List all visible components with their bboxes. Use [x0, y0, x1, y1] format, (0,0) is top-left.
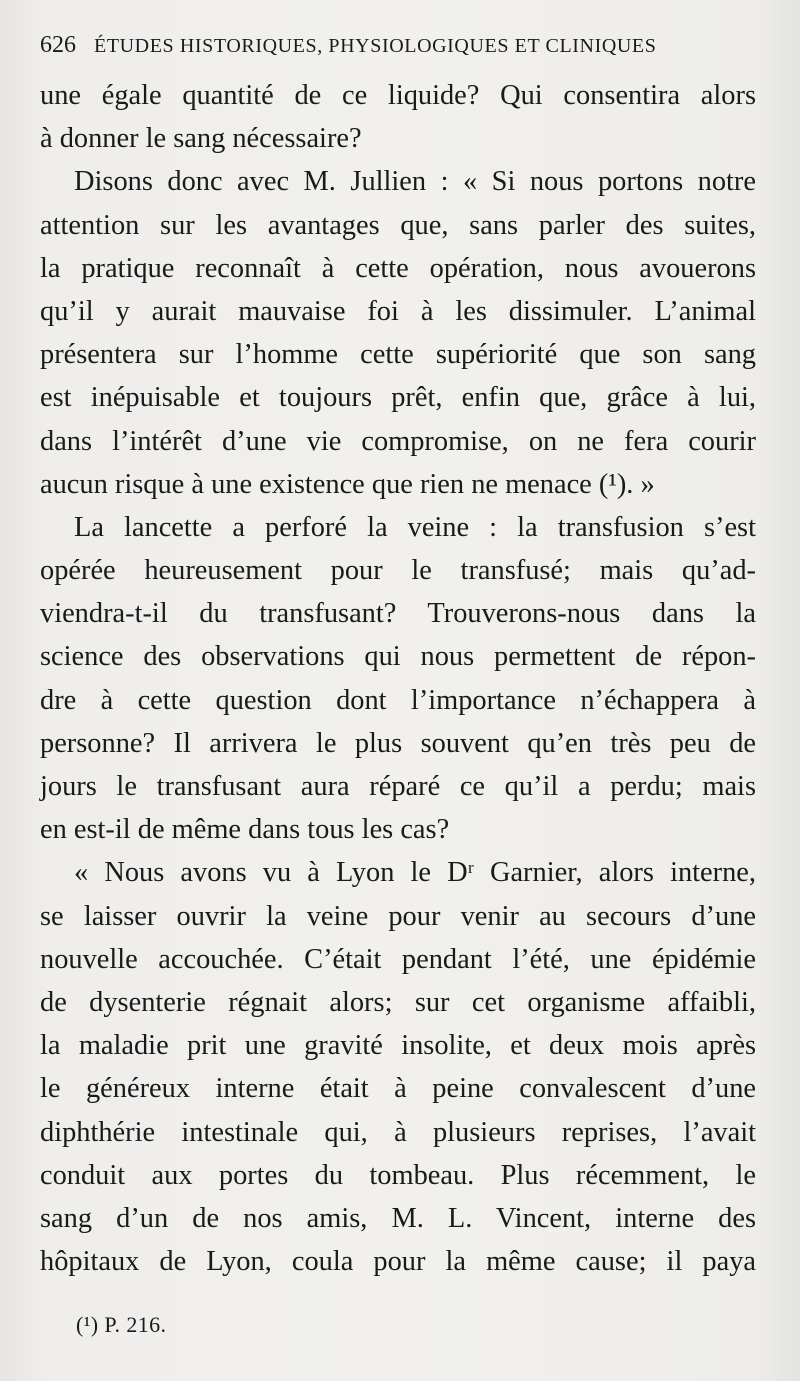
text-line: la pratique reconnaît à cette opération, nous avouerons: [40, 252, 756, 284]
text-line: opérée heureusement pour le transfusé; mais qu’ad-: [40, 555, 756, 587]
text-line: dans l’intérêt d’une vie compromise, on ne fera courir: [40, 425, 756, 457]
text-line: une égale quantité de ce liquide? Qui consentira alors: [40, 80, 756, 111]
text-line: diphthérie intestinale qui, à plusieurs reprises, l’avait: [40, 1116, 756, 1148]
text-line: Disons donc avec M. Jullien : « Si nous portons notre: [74, 166, 756, 198]
text-line: est inépuisable et toujours prêt, enfin que, grâce à lui,: [40, 382, 756, 414]
text-line: se laisser ouvrir la veine pour venir au secours d’une: [40, 900, 756, 932]
text-line: nouvelle accouchée. C’était pendant l’été, une épidémie: [40, 943, 756, 975]
text-line: « Nous avons vu à Lyon le Dʳ Garnier, alors interne,: [74, 857, 756, 889]
text-line: le généreux interne était à peine convalescent d’une: [40, 1073, 756, 1105]
text-line: hôpitaux de Lyon, coula pour la même cause; il paya: [40, 1246, 756, 1278]
text-line: sang d’un de nos amis, M. L. Vincent, interne des: [40, 1202, 756, 1234]
text-line: attention sur les avantages que, sans parler des suites,: [40, 209, 756, 241]
text-line: de dysenterie régnait alors; sur cet organisme affaibli,: [40, 986, 756, 1018]
body-text: [40, 74, 756, 1283]
text-line: la maladie prit une gravité insolite, et deux mois après: [40, 1030, 756, 1062]
running-head: [40, 32, 760, 64]
text-line: jours le transfusant aura réparé ce qu’il a perdu; mais: [40, 771, 756, 802]
footnote: (¹) P. 216.: [76, 1312, 167, 1337]
running-title: ÉTUDES HISTORIQUES, PHYSIOLOGIQUES ET CLINIQUES: [94, 35, 657, 57]
text-line: en est-il de même dans tous les cas?: [40, 814, 450, 846]
text-line: qu’il y aurait mauvaise foi à les dissimuler. L’animal: [40, 295, 756, 327]
text-line: science des observations qui nous permettent de répon-: [40, 641, 756, 673]
text-line: à donner le sang nécessaire?: [40, 123, 362, 155]
text-line: La lancette a perforé la veine : la transfusion s’est: [74, 511, 756, 543]
text-line: conduit aux portes du tombeau. Plus récemment, le: [40, 1159, 756, 1191]
text-line: dre à cette question dont l’importance n’échappera à: [40, 684, 756, 716]
page-number: 626: [40, 32, 76, 58]
text-line: aucun risque à une existence que rien ne menace (¹). »: [40, 468, 655, 500]
text-line: présentera sur l’homme cette supériorité que son sang: [40, 339, 756, 371]
text-line: viendra-t-il du transfusant? Trouverons-nous dans la: [40, 598, 756, 630]
text-line: personne? Il arrivera le plus souvent qu’en très peu de: [40, 727, 756, 759]
